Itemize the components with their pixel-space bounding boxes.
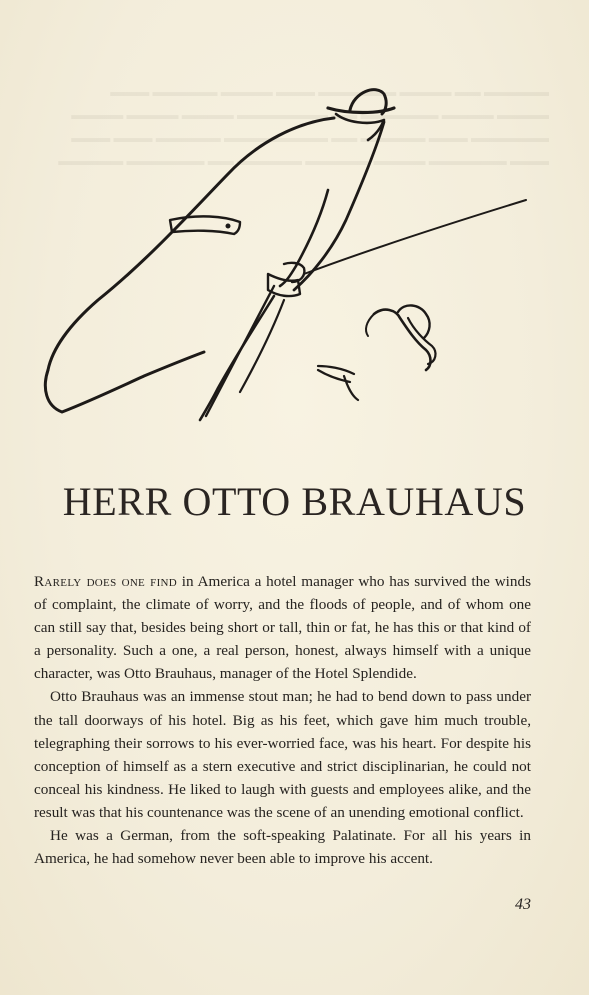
chapter-title: HERR OTTO BRAUHAUS [62, 479, 527, 524]
paragraph-3: He was a German, from the soft-speaking Palatinate. For all his years in America, he had somehow never been able to improve his accent. [34, 827, 531, 868]
paragraph-1 [34, 570, 531, 685]
paragraph-1-text: in America a hotel manager who has survived the winds of complaint, the climate of worry, and the floods of people, and of whom one can still say that, besides being short or tall, thin or fat, he has this or that kind of a personality. Such a one, a real person, honest, always himself with a unique character, was Otto Brauhaus, manager of the Hotel Splendide. [34, 573, 531, 683]
illustration-pocket-button [226, 224, 230, 228]
illustration-cuff [268, 274, 300, 296]
page-number: 43 [515, 896, 531, 913]
paragraph-2: Otto Brauhaus was an immense stout man; he had to bend down to pass under the tall doorways of his hotel. Big as his feet, which gave him much trouble, telegraphing their sorrows to his ever-worried face, was his heart. For despite his conception of himself as a stern executive and strict disciplinarian, he could not conceal his kindness. He liked to laugh with guests and employees alike, and the result was that his countenance was the scene of an unending emotional conflict. [34, 688, 531, 821]
illustration-dog-body [374, 310, 431, 370]
paragraph-1-lead: Rarely does one find [34, 573, 178, 590]
illustration-cane [206, 286, 274, 416]
show-through-text: ▬▬▬▬▬ ▬▬ ▬▬▬▬ ▬▬▬▬▬▬ ▬▬▬ ▬▬▬▬ ▬▬▬▬▬ ▬▬▬ ▬▬▬▬ ▬▬▬▬ ▬▬▬▬▬▬ ▬▬ ▬▬▬▬▬▬▬ ▬▬▬▬ ▬▬▬▬ ▬▬▬▬ ▬▬▬▬▬▬ ▬▬▬ ▬▬▬▬▬ ▬▬ ▬▬▬▬▬▬▬▬ ▬▬▬▬▬ ▬▬▬ ▬▬▬ ▬▬▬ ▬▬▬▬▬▬ ▬▬▬▬ ▬▬▬▬▬ ▬▬▬▬▬ ▬▬ ▬▬▬▬▬▬ ▬▬▬▬▬ [58, 84, 549, 168]
body-text [34, 570, 531, 870]
illustration-coat-tail [45, 352, 204, 412]
illustration-coat-front [294, 122, 384, 290]
illustration-dog-legs [318, 366, 358, 400]
illustration-coat-back [48, 118, 334, 370]
illustration-collar [336, 114, 384, 140]
illustration-dog-tail [366, 314, 374, 336]
illustration [28, 70, 538, 430]
